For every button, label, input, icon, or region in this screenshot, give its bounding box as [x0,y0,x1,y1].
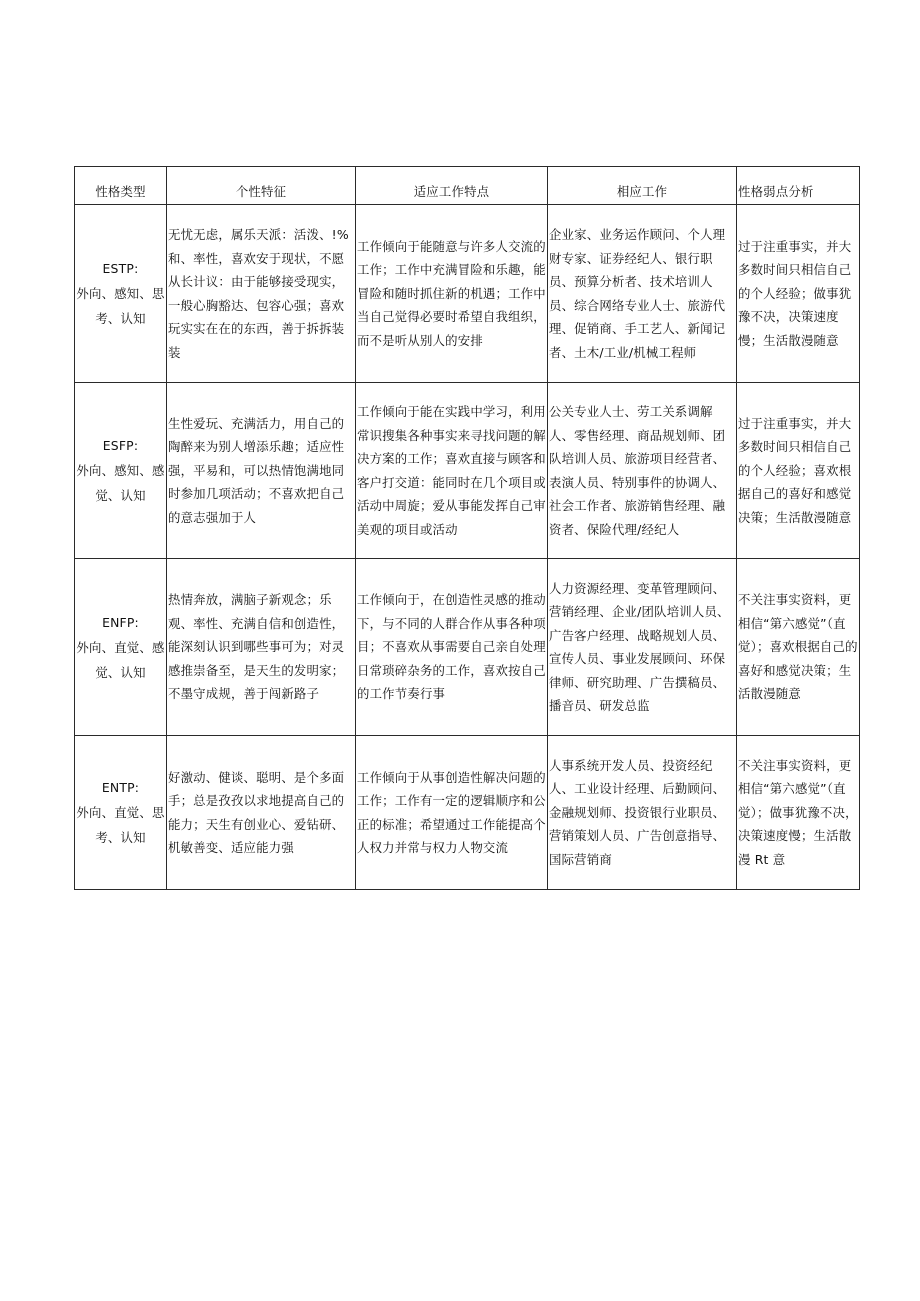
type-cell [75,205,167,383]
table-row [75,736,860,890]
work-traits-cell: 工作倾向于能随意与许多人交流的工作；工作中充满冒险和乐趣，能冒险和随时抓住新的机遇；工作中当自己觉得必要时希望自我组织，而不是听从别人的安排 [356,205,548,383]
work-traits-cell: 工作倾向于，在创造性灵感的推动下，与不同的人群合作从事各种项目；不喜欢从事需要自己亲自处理日常琐碎杂务的工作，喜欢按自己的工作节奏行事 [356,559,548,736]
weakness-cell: 过于注重事实，并大多数时间只相信自己的个人经验；做事犹豫不决，决策速度慢；生活散漫随意 [737,205,860,383]
header-weakness-analysis: 性格弱点分析 [737,167,860,205]
jobs-cell: 企业家、业务运作顾问、个人理财专家、证券经纪人、银行职员、预算分析者、技术培训人员、综合网络专业人士、旅游代理、促销商、手工艺人、新闻记者、土木/工业/机械工程师 [548,205,737,383]
header-work-traits: 适应工作特点 [356,167,548,205]
header-suitable-jobs: 相应工作 [548,167,737,205]
personality-career-table [74,166,860,890]
type-code: ENTP: [101,780,140,795]
type-code: ESTP: [102,261,139,276]
type-description: 外向、直觉、感觉、认知 [76,639,165,680]
weakness-cell: 过于注重事实，并大多数时间只相信自己的个人经验；喜欢根据自己的喜好和感觉决策；生活散漫随意 [737,383,860,559]
type-cell [75,559,167,736]
type-description: 外向、直觉、思考、认知 [76,805,165,845]
type-cell [75,383,167,559]
table-row [75,383,860,559]
jobs-cell: 人事系统开发人员、投资经纪人、工业设计经理、后勤顾问、金融规划师、投资银行业职员、营销策划人员、广告创意指导、国际营销商 [548,736,737,890]
weakness-cell: 不关注事实资料，更相信“第六感觉”（直觉）；喜欢根据自己的喜好和感觉决策；生活散漫随意 [737,559,860,736]
header-row [75,167,860,205]
personality-cell: 好激动、健谈、聪明、是个多面手；总是孜孜以求地提高自己的能力；天生有创业心、爱钻研、机敏善变、适应能力强 [167,736,356,890]
table-row [75,559,860,736]
personality-cell: 无忧无虑，属乐天派：活泼、!%和、率性，喜欢安于现状，不愿从长计议：由于能够接受现实，一般心胸豁达、包容心强；喜欢玩实实在在的东西，善于拆拆装装 [167,205,356,383]
personality-cell: 生性爱玩、充满活力，用自己的陶醉来为别人增添乐趣；适应性强，平易和，可以热情饱满地同时参加几项活动；不喜欢把自己的意志强加于人 [167,383,356,559]
work-traits-cell: 工作倾向于从事创造性解决问题的工作；工作有一定的逻辑顺序和公正的标准；希望通过工作能提高个人权力并常与权力人物交流 [356,736,548,890]
weakness-cell: 不关注事实资料，更相信“第六感觉”（直觉）；做事犹豫不决，决策速度慢；生活散漫 Rt 意 [737,736,860,890]
personality-cell: 热情奔放，满脑子新观念；乐观、率性、充满自信和创造性，能深刻认识到哪些事可为；对灵感推崇备至，是天生的发明家；不墨守成规，善于闯新路子 [167,559,356,736]
type-description: 外向、感知、思考、认知 [76,286,165,326]
type-cell [75,736,167,890]
jobs-cell: 公关专业人士、劳工关系调解人、零售经理、商品规划师、团队培训人员、旅游项目经营者、表演人员、特别事件的协调人、社会工作者、旅游销售经理、融资者、保险代理/经纪人 [548,383,737,559]
header-personality-type: 性格类型 [75,167,167,205]
type-code: ESFP: [102,438,139,453]
jobs-cell: 人力资源经理、变革管理顾问、营销经理、企业/团队培训人员、广告客户经理、战略规划人员、宣传人员、事业发展顾问、环保律师、研究助理、广告撰稿员、播音员、研发总监 [548,559,737,736]
work-traits-cell: 工作倾向于能在实践中学习，利用常识搜集各种事实来寻找问题的解决方案的工作；喜欢直接与顾客和客户打交道：能同时在几个项目或活动中周旋；爱从事能发挥自己审美观的项目或活动 [356,383,548,559]
table-row [75,205,860,383]
type-description: 外向、感知、感觉、认知 [76,463,165,503]
header-personality-traits: 个性特征 [167,167,356,205]
type-code: ENFP: [102,614,139,630]
